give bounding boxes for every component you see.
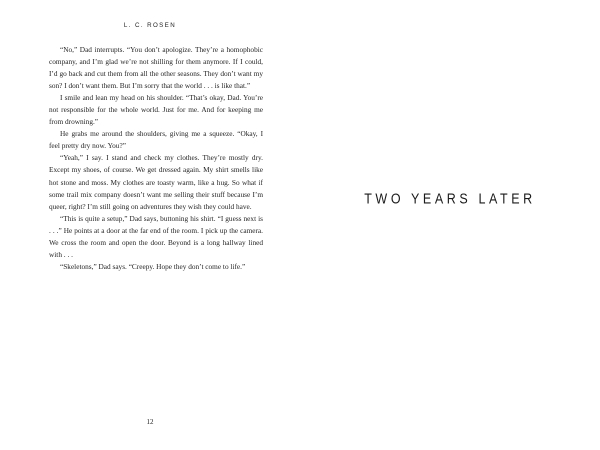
running-head: L. C. ROSEN	[123, 22, 177, 29]
body-text	[49, 44, 263, 273]
paragraph: I smile and lean my head on his shoulder. “That’s okay, Dad. You’re not responsible for the whole world. Just for me. And for keeping me from drowning.”	[49, 93, 263, 127]
right-page	[300, 0, 600, 450]
paragraph: He grabs me around the shoulders, giving me a squeeze. “Okay, I feel pretty dry now. You?”	[49, 129, 263, 151]
chapter-title: TWO YEARS LATER	[364, 191, 536, 208]
paragraph: “Skeletons,” Dad says. “Creepy. Hope they don’t come to life.”	[60, 261, 246, 271]
paragraph: “Yeah,” I say. I stand and check my clothes. They’re mostly dry. Except my shoes, of course. We get dressed again. My shirt smells like hot stone and moss. My clothes are toasty warm, like a hug. So what if some trail mix company doesn’t want me selling their stuff because I’m queer, right? I’m still going on adventures they wish they could have.	[49, 153, 263, 211]
paragraph: “This is quite a setup,” Dad says, buttoning his shirt. “I guess next is . . .” He points at a door at the far end of the room. I pick up the camera. We cross the room and open the door. Beyond is a long hallway lined with . . .	[49, 213, 263, 259]
paragraph: “No,” Dad interrupts. “You don’t apologize. They’re a homophobic company, and I’m glad we’re not shilling for them anymore. If I could, I’d go back and cut them from all the other seasons. They don’t want my son? I don’t want them. But I’m sorry that the world . . . is like that.”	[49, 45, 263, 91]
page-number: 12	[146, 418, 154, 426]
